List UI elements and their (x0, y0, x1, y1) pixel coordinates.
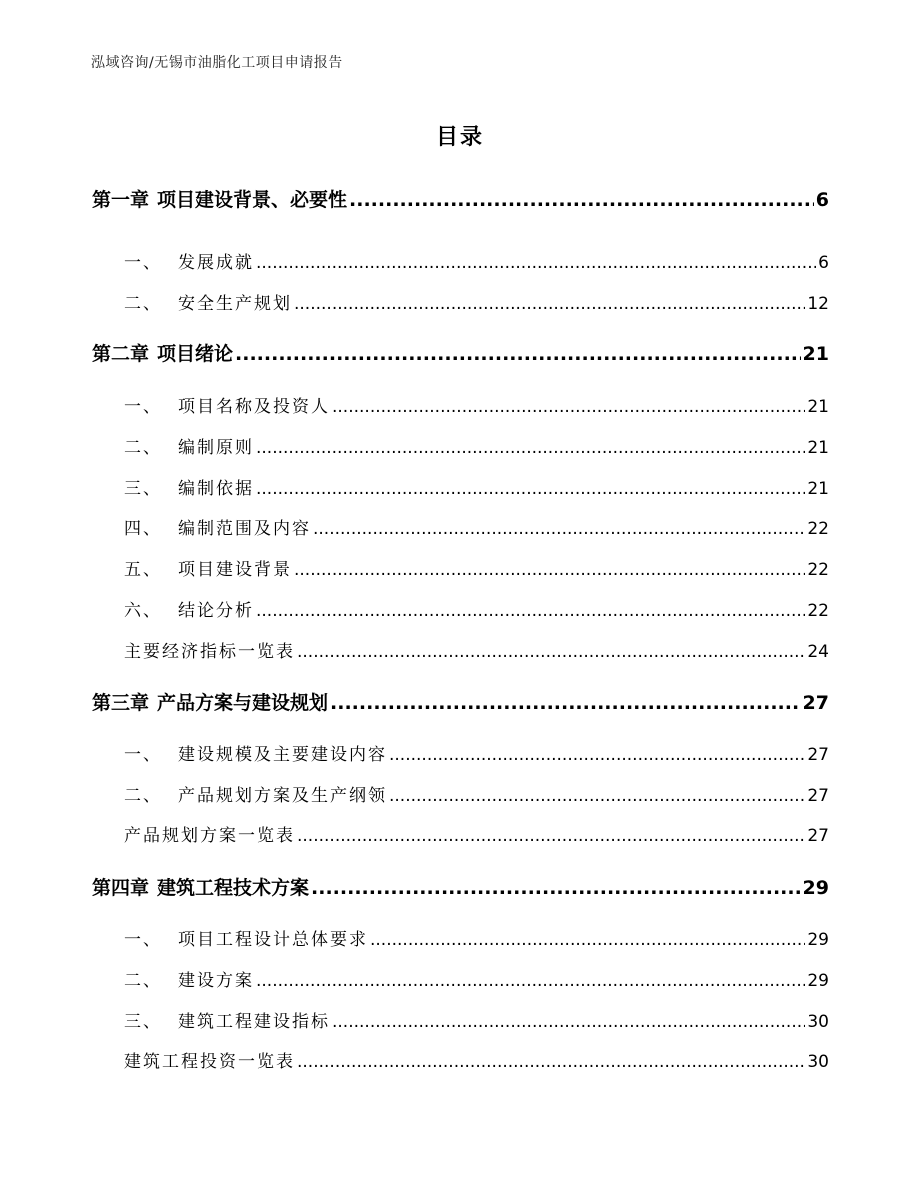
toc-page-number: 27 (807, 786, 829, 806)
toc-section-entry[interactable] (124, 1007, 829, 1032)
toc-page-number: 6 (815, 189, 829, 211)
toc-dot-leader (297, 1052, 805, 1072)
toc-section-entry[interactable] (124, 555, 829, 580)
toc-page-number: 21 (807, 397, 829, 417)
toc-page-number: 21 (807, 479, 829, 499)
toc-section-entry[interactable] (124, 514, 829, 539)
toc-page-number: 6 (818, 253, 829, 273)
toc-dot-leader (256, 971, 805, 991)
toc-page-number: 29 (807, 930, 829, 950)
toc-entry-number: 第一章 (92, 189, 150, 211)
toc-section-entry[interactable] (124, 966, 829, 991)
toc-entry-number: 二、 (124, 294, 162, 314)
toc-entry-number: 一、 (124, 397, 162, 417)
toc-entry-text: 项目绪论 (157, 343, 234, 365)
toc-entry-text: 安全生产规划 (178, 294, 292, 314)
toc-entry-number: 三、 (124, 1012, 162, 1032)
toc-entry-text: 产品规划方案一览表 (124, 826, 295, 846)
toc-entry-text: 编制依据 (178, 479, 254, 499)
toc-section-entry[interactable] (124, 637, 829, 662)
toc-dot-leader (370, 930, 805, 950)
toc-dot-leader (294, 294, 805, 314)
toc-page-number: 22 (807, 519, 829, 539)
toc-entry-number: 一、 (124, 930, 162, 950)
toc-section-entry[interactable] (124, 433, 829, 458)
toc-entry-text: 编制原则 (178, 438, 254, 458)
toc-entry-number: 二、 (124, 438, 162, 458)
toc-dot-leader (256, 253, 816, 273)
toc-page-number: 22 (807, 601, 829, 621)
toc-section-entry[interactable] (124, 289, 829, 314)
toc-page-number: 24 (807, 642, 829, 662)
toc-entry-text: 项目建设背景 (178, 560, 292, 580)
toc-section-entry[interactable] (124, 474, 829, 499)
toc-entry-text: 项目工程设计总体要求 (178, 930, 368, 950)
toc-entry-text: 项目名称及投资人 (178, 397, 330, 417)
toc-entry-number: 二、 (124, 786, 162, 806)
toc-section-entry[interactable] (124, 392, 829, 417)
toc-entry-number: 第四章 (92, 877, 150, 899)
toc-dot-leader (311, 877, 801, 899)
toc-page-number: 12 (807, 294, 829, 314)
toc-page-number: 29 (802, 877, 829, 899)
toc-page-number: 21 (802, 343, 829, 365)
toc-entry-text: 结论分析 (178, 601, 254, 621)
toc-dot-leader (313, 519, 805, 539)
toc-entry-number: 一、 (124, 745, 162, 765)
toc-dot-leader (256, 601, 805, 621)
toc-page-number: 30 (807, 1052, 829, 1072)
toc-chapter-entry[interactable] (92, 688, 829, 715)
toc-entry-number: 二、 (124, 971, 162, 991)
toc-dot-leader (256, 438, 805, 458)
toc-section-entry[interactable] (124, 740, 829, 765)
toc-section-entry[interactable] (124, 821, 829, 846)
toc-page-number: 27 (802, 692, 829, 714)
toc-entry-number: 三、 (124, 479, 162, 499)
toc-entry-number: 六、 (124, 601, 162, 621)
toc-page-number: 27 (807, 745, 829, 765)
toc-page-number: 27 (807, 826, 829, 846)
toc-entry-number: 五、 (124, 560, 162, 580)
toc-dot-leader (389, 745, 805, 765)
toc-dot-leader (330, 692, 801, 714)
toc-page-number: 21 (807, 438, 829, 458)
toc-dot-leader (332, 1012, 805, 1032)
toc-dot-leader (389, 786, 805, 806)
toc-entry-number: 第三章 (92, 692, 150, 714)
toc-entry-number: 第二章 (92, 343, 150, 365)
toc-entry-text: 产品方案与建设规划 (157, 692, 329, 714)
toc-title: 目录 (435, 125, 484, 150)
toc-page-number: 29 (807, 971, 829, 991)
toc-section-entry[interactable] (124, 248, 829, 273)
toc-entry-text: 建筑工程建设指标 (178, 1012, 330, 1032)
toc-entry-number: 四、 (124, 519, 162, 539)
toc-page-number: 22 (807, 560, 829, 580)
page-header: 泓域咨询/无锡市油脂化工项目申请报告 (91, 55, 343, 71)
toc-entry-text: 产品规划方案及生产纲领 (178, 786, 387, 806)
toc-dot-leader (297, 826, 805, 846)
toc-chapter-entry[interactable] (92, 339, 829, 366)
toc-dot-leader (235, 343, 801, 365)
toc-chapter-entry[interactable] (92, 185, 829, 212)
toc-dot-leader (349, 189, 814, 211)
toc-entry-text: 建筑工程技术方案 (157, 877, 310, 899)
toc-entry-number: 一、 (124, 253, 162, 273)
toc-entry-text: 建设规模及主要建设内容 (178, 745, 387, 765)
toc-entry-text: 主要经济指标一览表 (124, 642, 295, 662)
toc-entry-text: 编制范围及内容 (178, 519, 311, 539)
toc-entry-text: 建筑工程投资一览表 (124, 1052, 295, 1072)
toc-entry-text: 发展成就 (178, 253, 254, 273)
toc-dot-leader (256, 479, 805, 499)
toc-dot-leader (294, 560, 805, 580)
toc-dot-leader (297, 642, 805, 662)
toc-section-entry[interactable] (124, 596, 829, 621)
toc-chapter-entry[interactable] (92, 873, 829, 900)
toc-dot-leader (332, 397, 805, 417)
toc-section-entry[interactable] (124, 925, 829, 950)
toc-entry-text: 建设方案 (178, 971, 254, 991)
toc-entry-text: 项目建设背景、必要性 (157, 189, 348, 211)
toc-page-number: 30 (807, 1012, 829, 1032)
toc-section-entry[interactable] (124, 781, 829, 806)
toc-section-entry[interactable] (124, 1047, 829, 1072)
